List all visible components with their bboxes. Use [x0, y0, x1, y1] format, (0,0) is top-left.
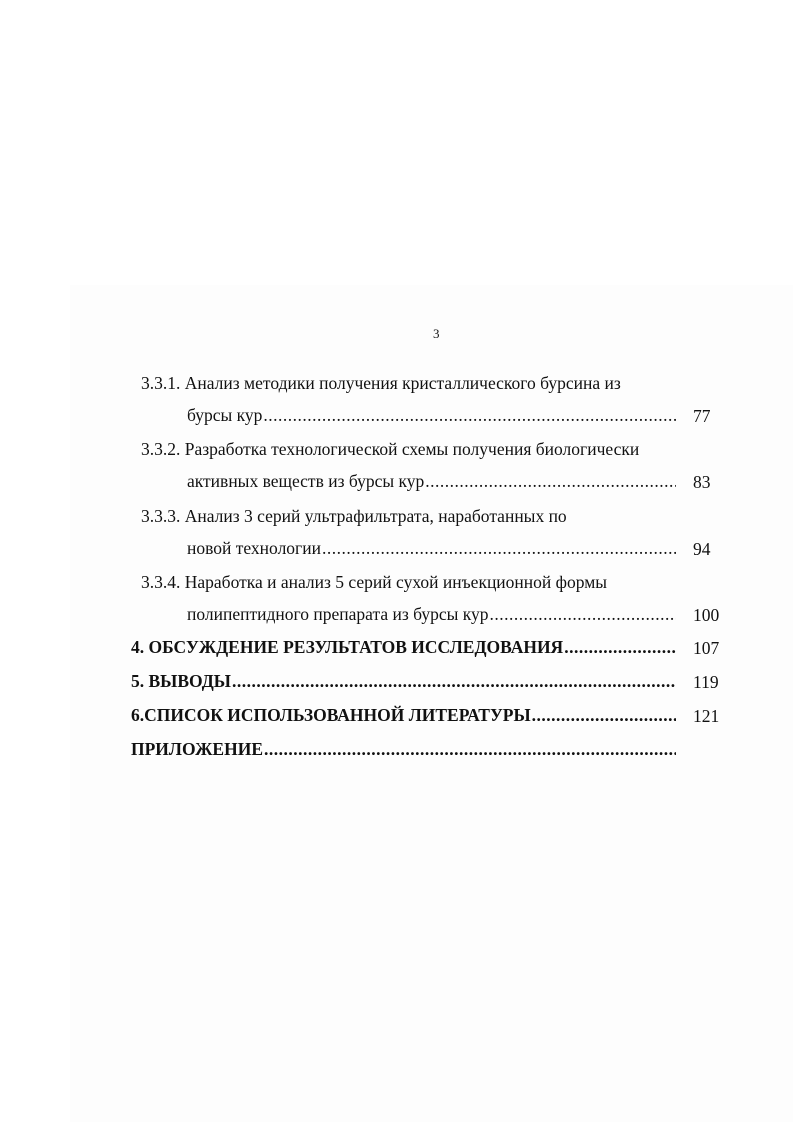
toc-entry-5: [131, 671, 677, 695]
toc-entry-3-3-2-line2: [187, 471, 677, 495]
toc-entry-text: 6.СПИСОК ИСПОЛЬЗОВАННОЙ ЛИТЕРАТУРЫ: [131, 705, 531, 725]
toc-page-number: 107: [693, 638, 720, 658]
toc-entry-6: [131, 705, 677, 729]
dot-leader: [564, 637, 676, 658]
toc-entry-3-3-4-line2: [187, 604, 677, 628]
toc-entry-3-3-1-line2: [187, 405, 677, 429]
dot-leader: [490, 604, 676, 625]
dot-leader: [264, 739, 676, 760]
toc-entry-3-3-4-line1: 3.3.4. Наработка и анализ 5 серий сухой инъекционной формы: [141, 572, 608, 592]
toc-entry-3-3-1-line1: 3.3.1. Анализ методики получения кристаллического бурсина из: [141, 373, 621, 393]
toc-entry-text: 5. ВЫВОДЫ: [131, 671, 231, 691]
dot-leader: [232, 671, 676, 692]
dot-leader: [532, 705, 676, 726]
page-number: 3: [433, 326, 440, 341]
toc-entry-appendix: [131, 739, 677, 763]
toc-entry-text: новой технологии: [187, 538, 321, 558]
toc-page-number: 100: [693, 605, 720, 625]
toc-page-number: 119: [693, 672, 719, 692]
dot-leader: [263, 405, 676, 426]
toc-page-number: 83: [693, 472, 711, 492]
toc-page-number: 121: [693, 706, 720, 726]
toc-entry-3-3-3-line2: [187, 538, 677, 562]
toc-entry-text: активных веществ из бурсы кур: [187, 471, 425, 491]
toc-entry-text: ПРИЛОЖЕНИЕ: [131, 739, 264, 759]
toc-entry-4: [131, 637, 677, 661]
toc-entry-3-3-2-line1: 3.3.2. Разработка технологической схемы получения биологически: [141, 439, 640, 459]
toc-entry-text: бурсы кур: [187, 405, 263, 425]
toc-entry-3-3-3-line1: 3.3.3. Анализ 3 серий ультрафильтрата, наработанных по: [141, 506, 567, 526]
toc-entry-text: полипептидного препарата из бурсы кур: [187, 604, 489, 624]
toc-page-number: 77: [693, 406, 711, 426]
toc-entry-text: 4. ОБСУЖДЕНИЕ РЕЗУЛЬТАТОВ ИССЛЕДОВАНИЯ: [131, 637, 564, 657]
toc-page-number: 94: [693, 539, 711, 559]
dot-leader: [425, 471, 676, 492]
dot-leader: [322, 538, 676, 559]
